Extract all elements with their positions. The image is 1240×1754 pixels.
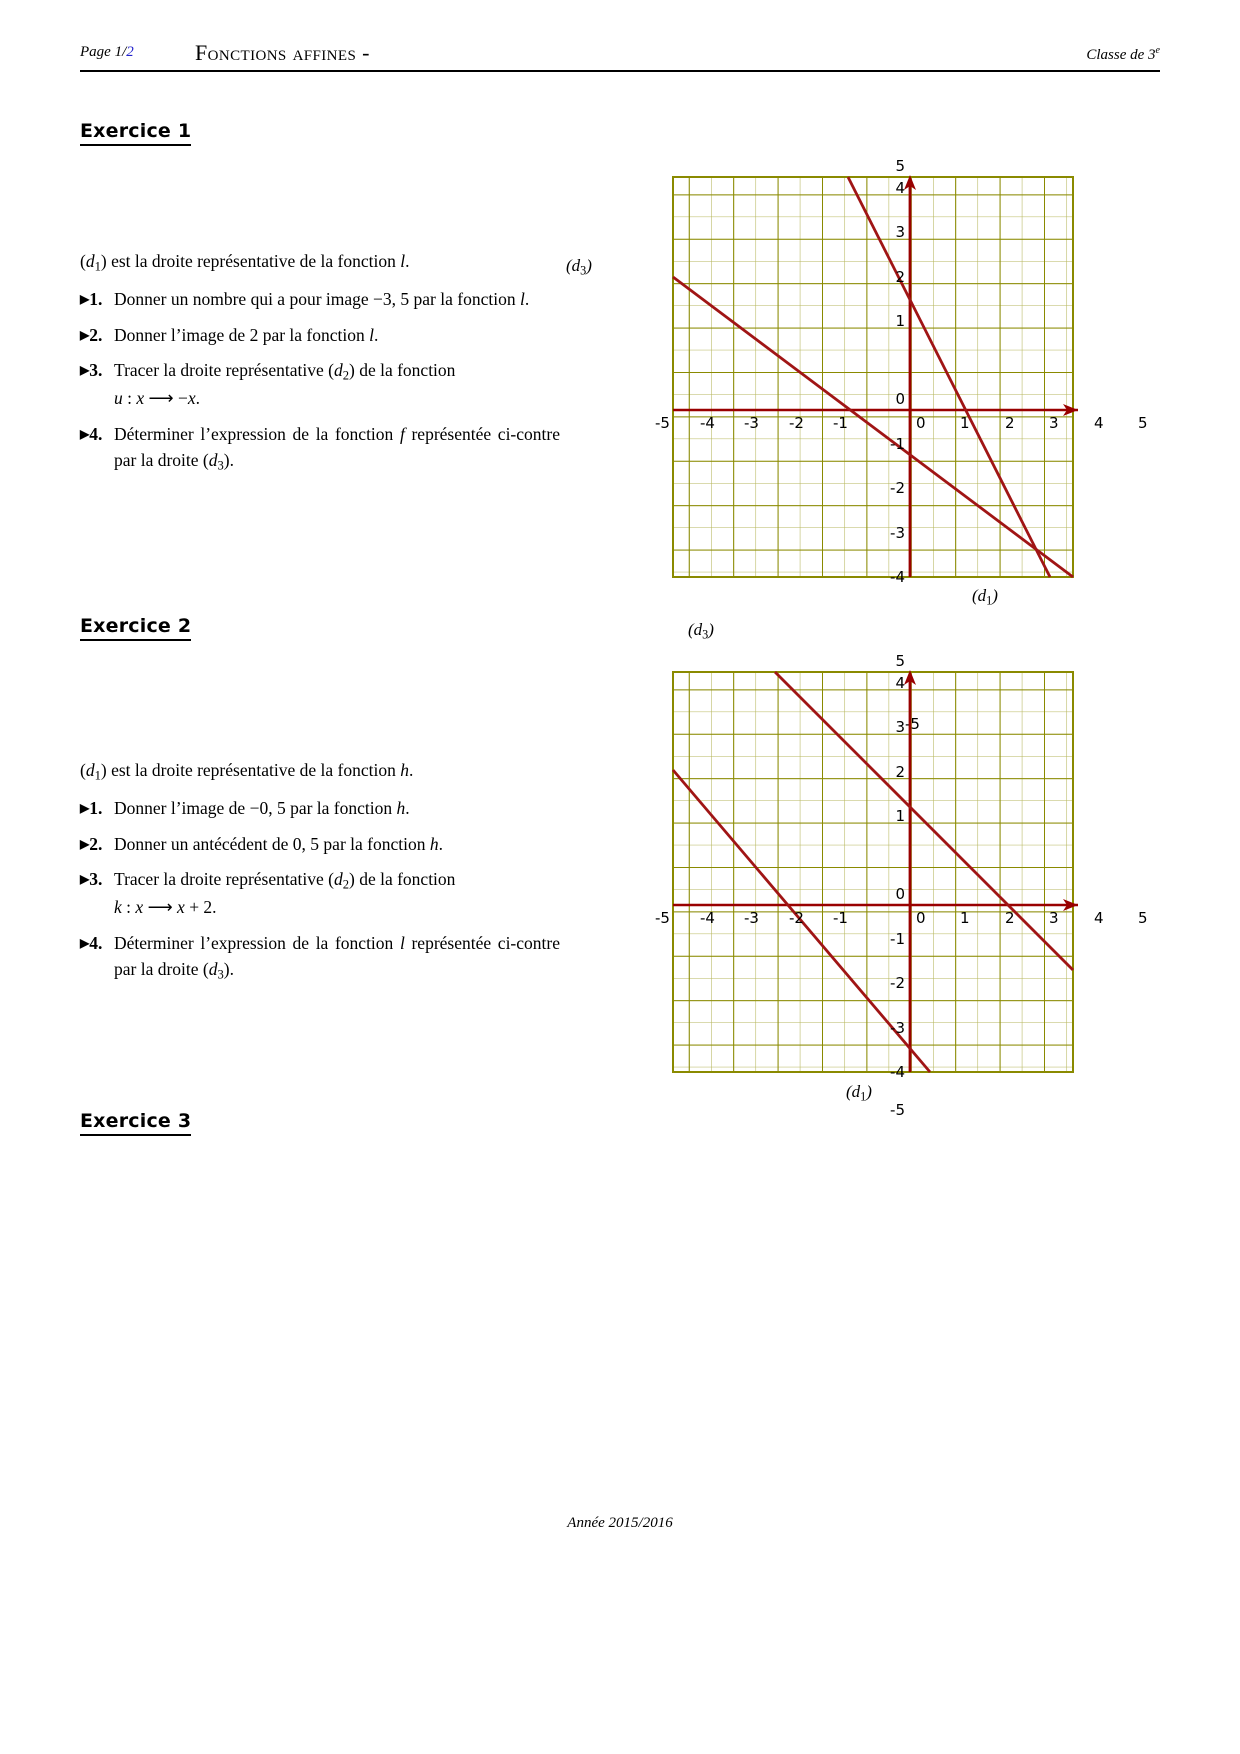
y-tick: -5 [890, 1101, 905, 1119]
label-d3-graph1: $(d_3)$ [566, 256, 592, 278]
graph-1-svg [600, 150, 1148, 590]
y-tick: 3 [895, 718, 905, 736]
y-tick: -1 [890, 435, 905, 453]
exercise-1-question-1 [80, 286, 560, 312]
grid-major [673, 672, 1073, 1072]
x-tick: -3 [744, 414, 759, 432]
page-total: 2 [126, 44, 134, 60]
x-tick: 4 [1094, 909, 1104, 927]
label-d1-graph2: $(d_1)$ [846, 1082, 872, 1104]
question-text: Donner l’image de −0, 5 par la fonction h. [114, 798, 410, 819]
exercise-1-question-2 [80, 322, 560, 348]
exercise-2-question-3 [80, 866, 560, 921]
y-tick: -2 [890, 479, 905, 497]
class-label [1086, 45, 1160, 64]
exercise-3-title: Exercice 3 [80, 1110, 191, 1136]
question-number: 2. [89, 324, 103, 345]
label-d1-graph1: $(d_1)$ [972, 586, 998, 608]
question-marker: ▶4. [80, 932, 103, 953]
question-number: 3. [89, 868, 103, 889]
exercise-1-question-3 [80, 357, 560, 412]
question-text: Donner l’image de 2 par la fonction l. [114, 324, 379, 345]
question-marker: ▶4. [80, 423, 103, 444]
x-tick: -5 [655, 414, 670, 432]
page-number [80, 44, 134, 61]
question-number: 1. [89, 289, 103, 310]
exercise-2-lead-fn: h [400, 760, 409, 780]
question-text: Tracer la droite représentative $(d_2)$ de la fonction k : x ⟶ x + 2. [114, 868, 456, 918]
y-tick: 2 [895, 268, 905, 286]
y-tick: -3 [890, 524, 905, 542]
x-tick: -4 [700, 414, 715, 432]
question-text: Donner un nombre qui a pour image −3, 5 par la fonction l. [114, 289, 530, 310]
x-tick: 2 [1005, 909, 1015, 927]
question-marker: ▶1. [80, 289, 103, 310]
question-number: 3. [89, 359, 103, 380]
exercise-2-title: Exercice 2 [80, 615, 191, 641]
x-tick: -3 [744, 909, 759, 927]
y-tick: 1 [895, 807, 905, 825]
header-rule [80, 70, 1160, 72]
class-label-text: Classe de 3 [1086, 47, 1156, 63]
question-number: 4. [89, 423, 103, 444]
question-text: Donner un antécédent de 0, 5 par la fonction h. [114, 833, 443, 854]
exercise-2-statement [80, 757, 560, 993]
document-title: Fonctions affines - [195, 40, 370, 65]
label-d3-graph2: $(d_3)$ [688, 620, 714, 642]
x-tick: 5 [1138, 414, 1148, 432]
page-header [80, 40, 1160, 74]
x-tick: -5 [655, 909, 670, 927]
exercise-1-title: Exercice 1 [80, 120, 191, 146]
question-number: 4. [89, 932, 103, 953]
x-tick: -4 [700, 909, 715, 927]
x-tick: -1 [833, 909, 848, 927]
exercise-2-question-4 [80, 930, 560, 985]
y-tick: 1 [895, 312, 905, 330]
x-tick: 4 [1094, 414, 1104, 432]
x-tick: 3 [1049, 414, 1059, 432]
question-marker: ▶3. [80, 868, 103, 889]
exercise-1-question-4 [80, 421, 560, 476]
y-tick: 0 [895, 885, 905, 903]
x-tick: 1 [960, 909, 970, 927]
exercise-2-lead-text: est la droite représentative de la fonction [111, 760, 396, 780]
x-tick: 2 [1005, 414, 1015, 432]
question-text: Déterminer l’expression de la fonction l représentée ci-contre par la droite $(d_3)$. [114, 932, 560, 982]
y-tick: 5 [895, 652, 905, 670]
question-text: Déterminer l’expression de la fonction f représentée ci-contre par la droite $(d_3)$. [114, 423, 560, 473]
y-tick: 4 [895, 179, 905, 197]
exercise-2-question-1 [80, 795, 560, 821]
exercise-1-lead-text: est la droite représentative de la fonction [111, 251, 396, 271]
x-tick: -2 [789, 909, 804, 927]
question-number: 2. [89, 833, 103, 854]
x-tick: 3 [1049, 909, 1059, 927]
y-tick: 4 [895, 674, 905, 692]
exercise-1-statement [80, 248, 560, 484]
y-tick: 0 [895, 390, 905, 408]
y-tick: -3 [890, 1019, 905, 1037]
exercise-1-lead: $(d_1)$ est la droite représentative de la fonction l. [80, 251, 410, 274]
question-marker: ▶2. [80, 324, 103, 345]
x-tick: -2 [789, 414, 804, 432]
page-number-label: Page 1/ [80, 44, 127, 60]
exercise-1-lead-fn: l [400, 251, 406, 271]
x-tick: 0 [916, 909, 926, 927]
page-footer: Année 2015/2016 [567, 1515, 673, 1531]
x-tick: 0 [916, 414, 926, 432]
question-number: 1. [89, 798, 103, 819]
grid-major [673, 177, 1073, 577]
question-marker: ▶3. [80, 359, 103, 380]
question-marker: ▶1. [80, 798, 103, 819]
exercise-2-lead: $(d_1)$ est la droite représentative de la fonction h. [80, 760, 414, 783]
class-label-sup: e [1155, 45, 1160, 56]
graph-exercice-1 [600, 150, 1148, 595]
y-tick: 3 [895, 223, 905, 241]
y-tick: -1 [890, 930, 905, 948]
exercise-2-question-2 [80, 831, 560, 857]
x-tick: 1 [960, 414, 970, 432]
question-text: Tracer la droite représentative $(d_2)$ de la fonction u : x ⟶ −x. [114, 359, 456, 409]
x-tick: 5 [1138, 909, 1148, 927]
question-marker: ▶2. [80, 833, 103, 854]
y-tick: 5 [895, 157, 905, 175]
y-tick: -2 [890, 974, 905, 992]
y-tick: -4 [890, 568, 905, 586]
y-tick: -4 [890, 1063, 905, 1081]
x-tick: -1 [833, 414, 848, 432]
y-tick: 2 [895, 763, 905, 781]
